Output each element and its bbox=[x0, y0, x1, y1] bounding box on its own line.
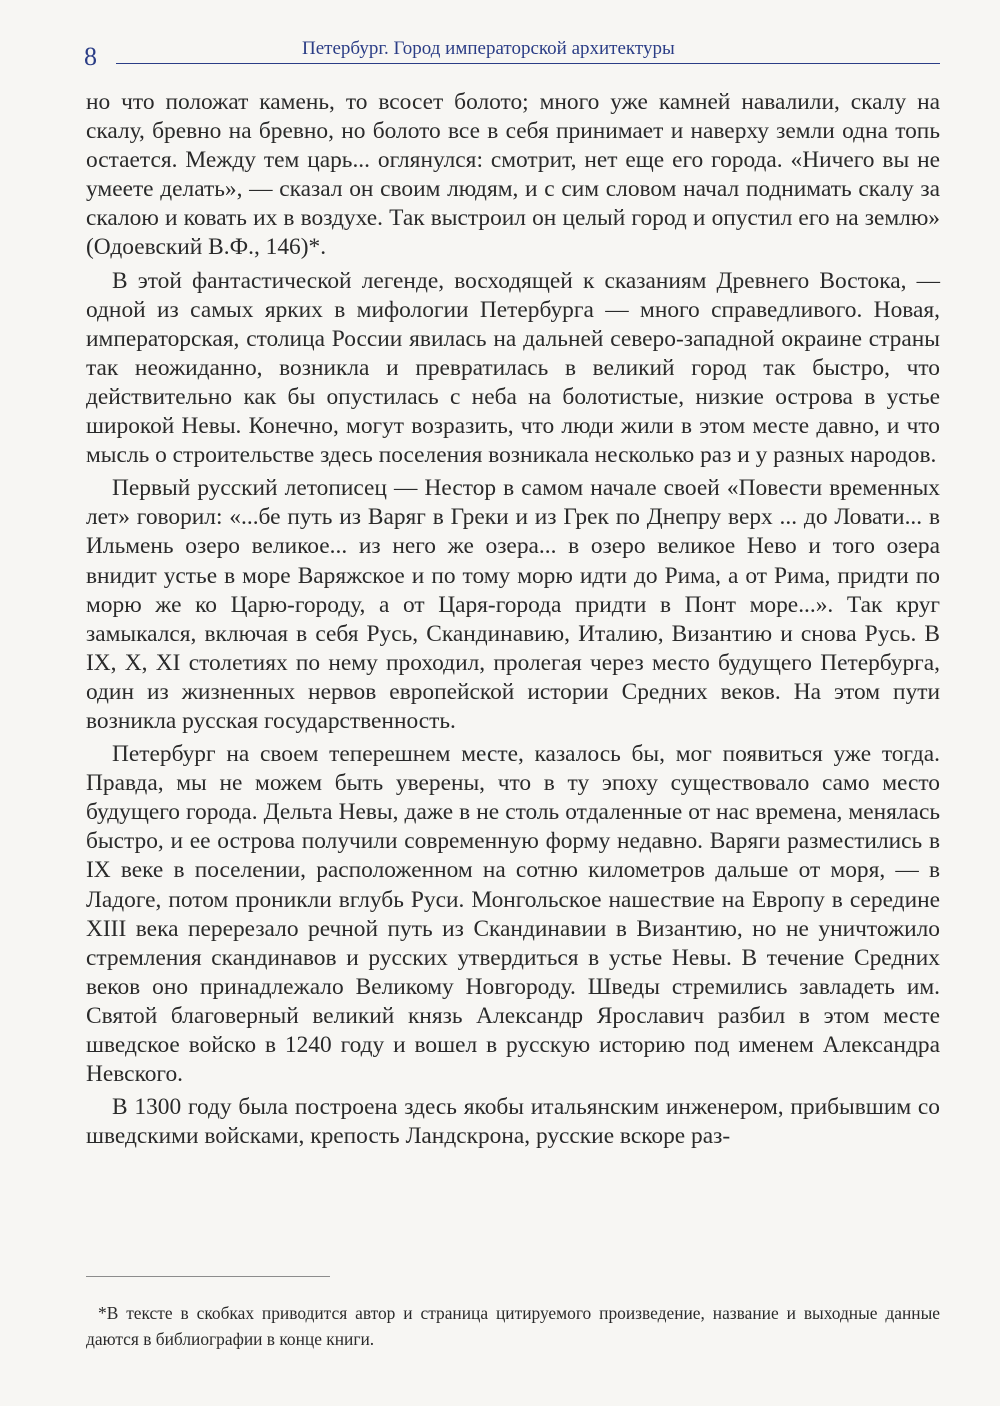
paragraph-landskrona: В 1300 году была построена здесь якобы итальянским инженером, прибывшим со шведскими войсками, крепость Ландскрона, русские вскоре раз- bbox=[86, 1094, 940, 1150]
header-rule bbox=[116, 63, 940, 64]
running-title: Петербург. Город императорской архитектуры bbox=[302, 38, 675, 59]
paragraph-continued: но что положат камень, то всосет болото; много уже камней навалили, скалу на скалу, бревно на бревно, но болото все в себя принимает и наверху земли одна топь остается. Между тем царь... оглянулся: смотрит, нет еще его города. «Ничего вы не умеете делать», — сказал он своим людям, и с сим словом начал поднимать скалу за скалою и ковать их в воздухе. Так выстроил он целый город и опустил его на землю» (Одоевский В.Ф., 146)*. bbox=[86, 89, 940, 261]
paragraph-history: Петербург на своем теперешнем месте, казалось бы, мог появиться уже тогда. Правда, мы не можем быть уверены, что в ту эпоху существовало само место будущего города. Дельта Невы, даже в не столь отдаленные от нас времена, менялась быстро, и ее острова получили современную форму недавно. Варяги разместились в IX веке в поселении, расположенном на сотню километров дальше от моря, — в Ладоге, потом проникли вглубь Руси. Монгольское нашествие на Европу в середине XIII века перерезало речной путь из Скандинавии в Византию, но не уничтожило стремления скандинавов и русских утвердиться в устье Невы. В течение Средних веков оно принадлежало Великому Новгороду. Шведы стремились завладеть им. Святой благоверный великий князь Александр Ярославич разбил в этом месте шведское войско в 1240 году и вошел в русскую историю под именем Александра Невского. bbox=[86, 741, 940, 1088]
footnote: *В тексте в скобках приводится автор и страница цитируемого произведение, название и выходные данные даются в библиографии в конце книги. bbox=[86, 1303, 940, 1350]
paragraph-legend: В этой фантастической легенде, восходящей к сказаниям Древнего Востока, — одной из самых ярких в мифологии Петербурга — много справедливого. Новая, императорская, столица России явилась на дальней северо-западной окраине страны так неожиданно, возникла и превратилась в великий город так быстро, что действительно как бы опустилась с неба на болотистые, низкие острова в устье широкой Невы. Конечно, могут возразить, что люди жили в этом месте давно, и что мысль о строительстве здесь поселения возникала несколько раз и у разных народов. bbox=[86, 267, 940, 469]
page-header bbox=[84, 36, 940, 72]
page-number: 8 bbox=[84, 42, 97, 71]
main-text bbox=[86, 88, 940, 1155]
footnote-rule bbox=[86, 1276, 330, 1277]
paragraph-chronicle: Первый русский летописец — Нестор в самом начале своей «Повести временных лет» говорил: «...бе путь из Варяг в Греки и из Грек по Днепру верх ... до Ловати... в Ильмень озеро великое... из него же озера... в озеро великое Нево и того озера внидит устье в море Варяжское и по тому морю идти до Рима, а от Рима, придти по морю же ко Царю-городу, а от Царя-города придти в Понт море...». Так круг замыкался, включая в себя Русь, Скандинавию, Италию, Византию и снова Русь. В IX, X, XI столетиях по нему проходил, пролегая через место будущего Петербурга, один из жизненных нервов европейской истории Средних веков. На этом пути возникла русская государственность. bbox=[86, 475, 940, 734]
